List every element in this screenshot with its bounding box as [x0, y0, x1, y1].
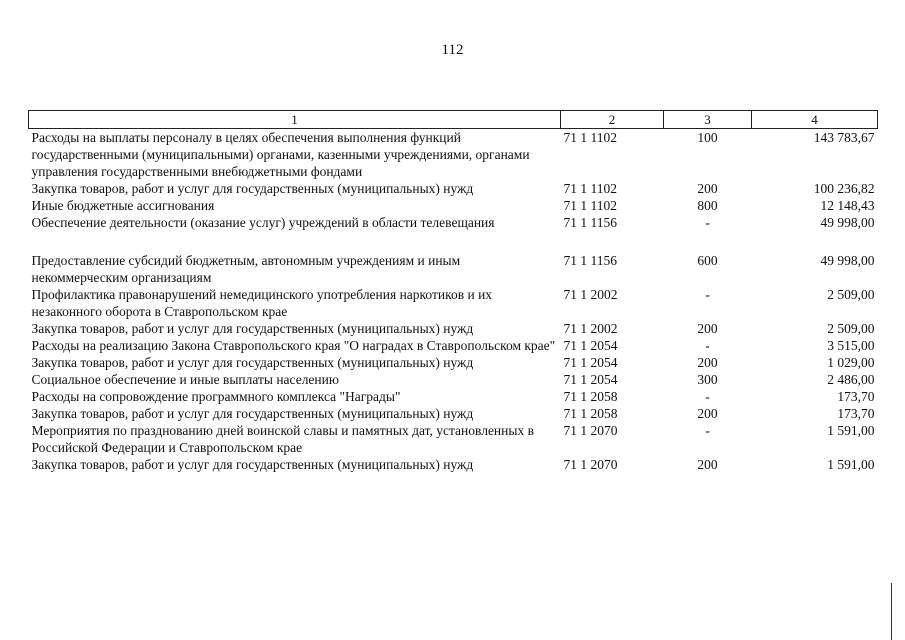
row-type: 800: [697, 198, 718, 213]
row-amount: 2 509,00: [827, 321, 875, 336]
row-type: -: [705, 423, 710, 438]
table-row: [29, 388, 878, 405]
row-name: Расходы на сопровождение программного комплекса "Награды": [31, 389, 401, 404]
row-code: 71 1 2002: [563, 321, 618, 336]
row-name: Профилактика правонарушений немедицинского употребления наркотиков и их незаконного оборота в Ставропольском крае: [31, 287, 493, 319]
table-row: [29, 320, 878, 337]
table-row: [29, 337, 878, 354]
row-type: 600: [697, 253, 718, 268]
row-code: 71 1 1156: [563, 215, 617, 230]
table-row: [29, 456, 878, 473]
row-type: 200: [697, 321, 718, 336]
row-amount: 1 029,00: [827, 355, 875, 370]
row-name: Расходы на выплаты персоналу в целях обеспечения выполнения функций государственными (муниципальными) органами, казенными учреждениями, органами управления государственными внебюджетными фондами: [31, 130, 530, 179]
row-type: 300: [697, 372, 718, 387]
row-name: Закупка товаров, работ и услуг для государственных (муниципальных) нужд: [31, 181, 474, 196]
row-code: 71 1 2070: [563, 423, 618, 438]
table-row: [29, 180, 878, 197]
row-code: 71 1 1102: [563, 181, 617, 196]
row-type: 200: [697, 457, 718, 472]
header-col-2: 2: [561, 111, 664, 129]
row-amount: 173,70: [837, 389, 875, 404]
row-amount: 2 486,00: [827, 372, 875, 387]
row-amount: 100 236,82: [813, 181, 875, 196]
row-amount: 49 998,00: [820, 253, 875, 268]
row-name: Закупка товаров, работ и услуг для государственных (муниципальных) нужд: [31, 321, 474, 336]
row-code: 71 1 2058: [563, 406, 618, 421]
table-row: [29, 252, 878, 286]
header-col-4: 4: [752, 111, 878, 129]
table-row: [29, 354, 878, 371]
table-row: [29, 405, 878, 422]
table-header-row: [29, 111, 878, 129]
row-code: 71 1 1102: [563, 130, 617, 145]
row-name: Закупка товаров, работ и услуг для государственных (муниципальных) нужд: [31, 457, 474, 472]
table-row: [29, 129, 878, 181]
row-type: -: [705, 287, 710, 302]
row-type: 200: [697, 181, 718, 196]
row-name: Мероприятия по празднованию дней воинской славы и памятных дат, установленных в Российской Федерации и Ставропольском крае: [31, 423, 534, 455]
row-type: -: [705, 389, 710, 404]
page-edge-line: [891, 583, 892, 640]
row-amount: 49 998,00: [820, 215, 875, 230]
row-code: 71 1 2054: [563, 338, 618, 353]
budget-table: [28, 110, 878, 473]
row-code: 71 1 2054: [563, 372, 618, 387]
header-col-1: 1: [29, 111, 561, 129]
page-number: 112: [441, 42, 464, 58]
table-row: [29, 197, 878, 214]
row-amount: 12 148,43: [820, 198, 875, 213]
row-amount: 173,70: [837, 406, 875, 421]
table-row: [29, 214, 878, 252]
row-amount: 3 515,00: [827, 338, 875, 353]
row-code: 71 1 2058: [563, 389, 618, 404]
header-col-3: 3: [664, 111, 752, 129]
row-name: Закупка товаров, работ и услуг для государственных (муниципальных) нужд: [31, 355, 474, 370]
row-code: 71 1 2002: [563, 287, 618, 302]
row-type: 200: [697, 406, 718, 421]
row-name: Расходы на реализацию Закона Ставропольского края "О наградах в Ставропольском крае": [31, 338, 556, 353]
row-name: Закупка товаров, работ и услуг для государственных (муниципальных) нужд: [31, 406, 474, 421]
row-name: Социальное обеспечение и иные выплаты населению: [31, 372, 339, 387]
table-row: [29, 371, 878, 388]
row-code: 71 1 1102: [563, 198, 617, 213]
row-name: Иные бюджетные ассигнования: [31, 198, 215, 213]
table-row: [29, 422, 878, 456]
row-amount: 143 783,67: [813, 130, 875, 145]
table-row: [29, 286, 878, 320]
row-amount: 1 591,00: [827, 457, 875, 472]
row-type: 100: [697, 130, 718, 145]
row-code: 71 1 1156: [563, 253, 617, 268]
row-code: 71 1 2054: [563, 355, 618, 370]
row-code: 71 1 2070: [563, 457, 618, 472]
row-type: -: [705, 215, 710, 230]
row-name: Обеспечение деятельности (оказание услуг) учреждений в области телевещания: [31, 215, 495, 230]
row-amount: 1 591,00: [827, 423, 875, 438]
row-type: -: [705, 338, 710, 353]
row-amount: 2 509,00: [827, 287, 875, 302]
row-type: 200: [697, 355, 718, 370]
row-name: Предоставление субсидий бюджетным, автономным учреждениям и иным некоммерческим организациям: [31, 253, 461, 285]
